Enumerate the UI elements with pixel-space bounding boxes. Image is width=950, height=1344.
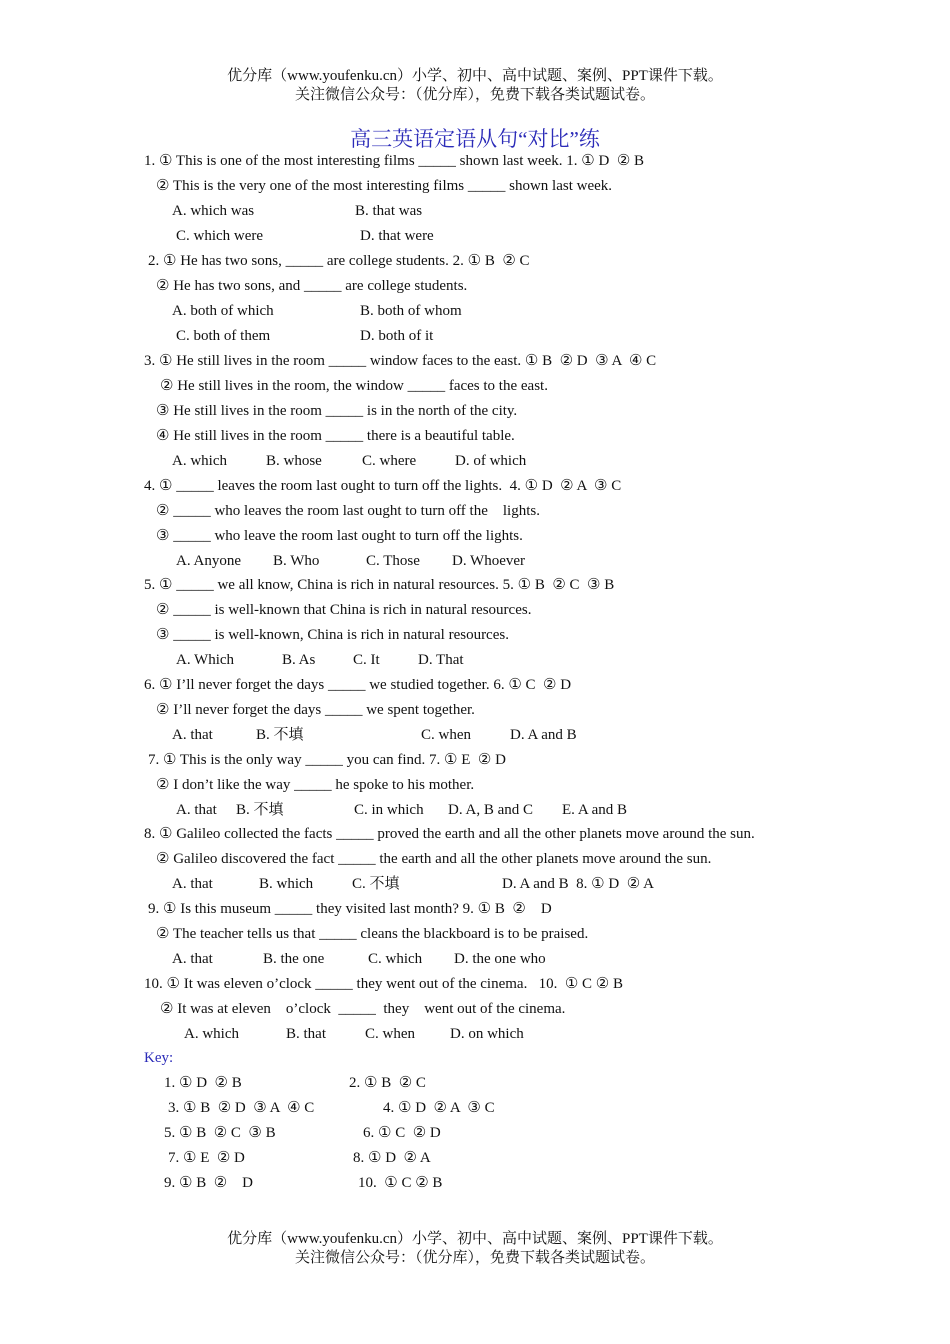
q10-option-c: C. when [365,1026,415,1042]
q8-option-a: A. that [172,876,213,892]
key-answer-1: 1. ① D ② B [164,1075,242,1091]
q10-sentence-1: 10. ① It was eleven o’clock _____ they went out of the cinema. 10. ① C ② B [144,976,623,992]
q5-option-a: A. Which [176,652,235,668]
q5-option-d: D. That [418,652,464,668]
q5-sentence-3: ③ _____ is well-known, China is rich in natural resources. [156,627,509,643]
q1-option-d: D. that were [360,228,434,244]
q3-sentence-3: ③ He still lives in the room _____ is in the north of the city. [156,403,518,419]
q5-option-c: C. It [353,652,380,668]
q6-sentence-1: 6. ① I’ll never forget the days _____ we studied together. 6. ① C ② D [144,677,572,693]
key-answer-9: 9. ① B ② D [164,1175,253,1191]
q7-sentence-1: 7. ① This is the only way _____ you can find. 7. ① E ② D [148,752,506,768]
q1-option-a: A. which was [172,203,255,219]
q9-option-d: D. the one who [454,951,546,967]
q1-sentence-2: ② This is the very one of the most interesting films _____ shown last week. [156,178,613,194]
key-label: Key: [144,1050,174,1066]
q6-option-c: C. when [421,727,471,743]
q3-sentence-2: ② He still lives in the room, the window _____ faces to the east. [160,378,548,394]
q8-option-b: B. which [259,876,314,892]
q4-sentence-1: 4. ① _____ leaves the room last ought to turn off the lights. 4. ① D ② A ③ C [144,478,622,494]
q2-option-a: A. both of which [172,303,274,319]
q6-option-d: D. A and B [510,727,577,743]
q3-option-c: C. where [362,453,417,469]
footer-line-2: 关注微信公众号：（优分库），免费下载各类试题试卷。 [294,1250,655,1266]
q9-sentence-1: 9. ① Is this museum _____ they visited last month? 9. ① B ② D [148,901,552,917]
q6-option-b: B. 不填 [256,727,304,743]
q7-option-b: B. 不填 [236,802,284,818]
key-answer-8: 8. ① D ② A [353,1150,431,1166]
q7-option-d: D. A, B and C [448,802,534,818]
q10-option-b: B. that [286,1026,326,1042]
footer-line-1: 优分库（www.youfenku.cn）小学、初中、高中试题、案例、PPT课件下载。 [227,1231,723,1247]
q5-sentence-2: ② _____ is well-known that China is rich in natural resources. [156,602,532,618]
q7-sentence-2: ② I don’t like the way _____ he spoke to his mother. [156,777,475,793]
q10-sentence-2: ② It was at eleven o’clock _____ they went out of the cinema. [160,1001,566,1017]
q7-option-a: A. that [176,802,217,818]
q4-option-d: D. Whoever [452,553,526,569]
key-answer-2: 2. ① B ② C [349,1075,426,1091]
page-title: 高三英语定语从句“对比”练 [350,127,600,151]
q9-option-c: C. which [368,951,423,967]
q3-option-b: B. whose [266,453,322,469]
q9-sentence-2: ② The teacher tells us that _____ cleans the blackboard is to be praised. [156,926,589,942]
q2-option-b: B. both of whom [360,303,462,319]
q3-sentence-4: ④ He still lives in the room _____ there is a beautiful table. [156,428,515,444]
header-line-1: 优分库（www.youfenku.cn）小学、初中、高中试题、案例、PPT课件下载。 [227,68,723,84]
q8-option-c: C. 不填 [352,876,400,892]
q1-option-c: C. which were [176,228,264,244]
q2-sentence-2: ② He has two sons, and _____ are college students. [156,278,468,294]
q4-option-a: A. Anyone [176,553,241,569]
header-line-2: 关注微信公众号：（优分库），免费下载各类试题试卷。 [294,87,655,103]
q4-option-c: C. Those [366,553,420,569]
q10-option-a: A. which [184,1026,239,1042]
q6-sentence-2: ② I’ll never forget the days _____ we spent together. [156,702,475,718]
q8-sentence-2: ② Galileo discovered the fact _____ the earth and all the other planets move around the sun. [156,851,712,867]
q10-option-d: D. on which [450,1026,524,1042]
q1-option-b: B. that was [355,203,423,219]
q3-option-d: D. of which [455,453,527,469]
q4-sentence-3: ③ _____ who leave the room last ought to turn off the lights. [156,528,523,544]
q7-option-c: C. in which [354,802,424,818]
q9-option-b: B. the one [263,951,325,967]
q1-sentence-1: 1. ① This is one of the most interesting films _____ shown last week. 1. ① D ② B [144,153,645,169]
q2-option-d: D. both of it [360,328,434,344]
q3-option-a: A. which [172,453,227,469]
q8-option-d: D. A and B 8. ① D ② A [502,876,654,892]
q3-sentence-1: 3. ① He still lives in the room _____ window faces to the east. ① B ② D ③ A ④ C [144,353,657,369]
q5-option-b: B. As [282,652,316,668]
key-answer-3: 3. ① B ② D ③ A ④ C [168,1100,315,1116]
q6-option-a: A. that [172,727,213,743]
q4-option-b: B. Who [273,553,320,569]
q2-option-c: C. both of them [176,328,271,344]
q4-sentence-2: ② _____ who leaves the room last ought to turn off the lights. [156,503,540,519]
q9-option-a: A. that [172,951,213,967]
q8-sentence-1: 8. ① Galileo collected the facts _____ proved the earth and all the other planets move around the sun. [144,826,755,842]
key-answer-4: 4. ① D ② A ③ C [383,1100,495,1116]
key-answer-10: 10. ① C ② B [358,1175,443,1191]
q2-sentence-1: 2. ① He has two sons, _____ are college students. 2. ① B ② C [148,253,530,269]
q7-option-e: E. A and B [562,802,628,818]
key-answer-5: 5. ① B ② C ③ B [164,1125,276,1141]
q5-sentence-1: 5. ① _____ we all know, China is rich in natural resources. 5. ① B ② C ③ B [144,577,615,593]
key-answer-7: 7. ① E ② D [168,1150,245,1166]
key-answer-6: 6. ① C ② D [363,1125,441,1141]
